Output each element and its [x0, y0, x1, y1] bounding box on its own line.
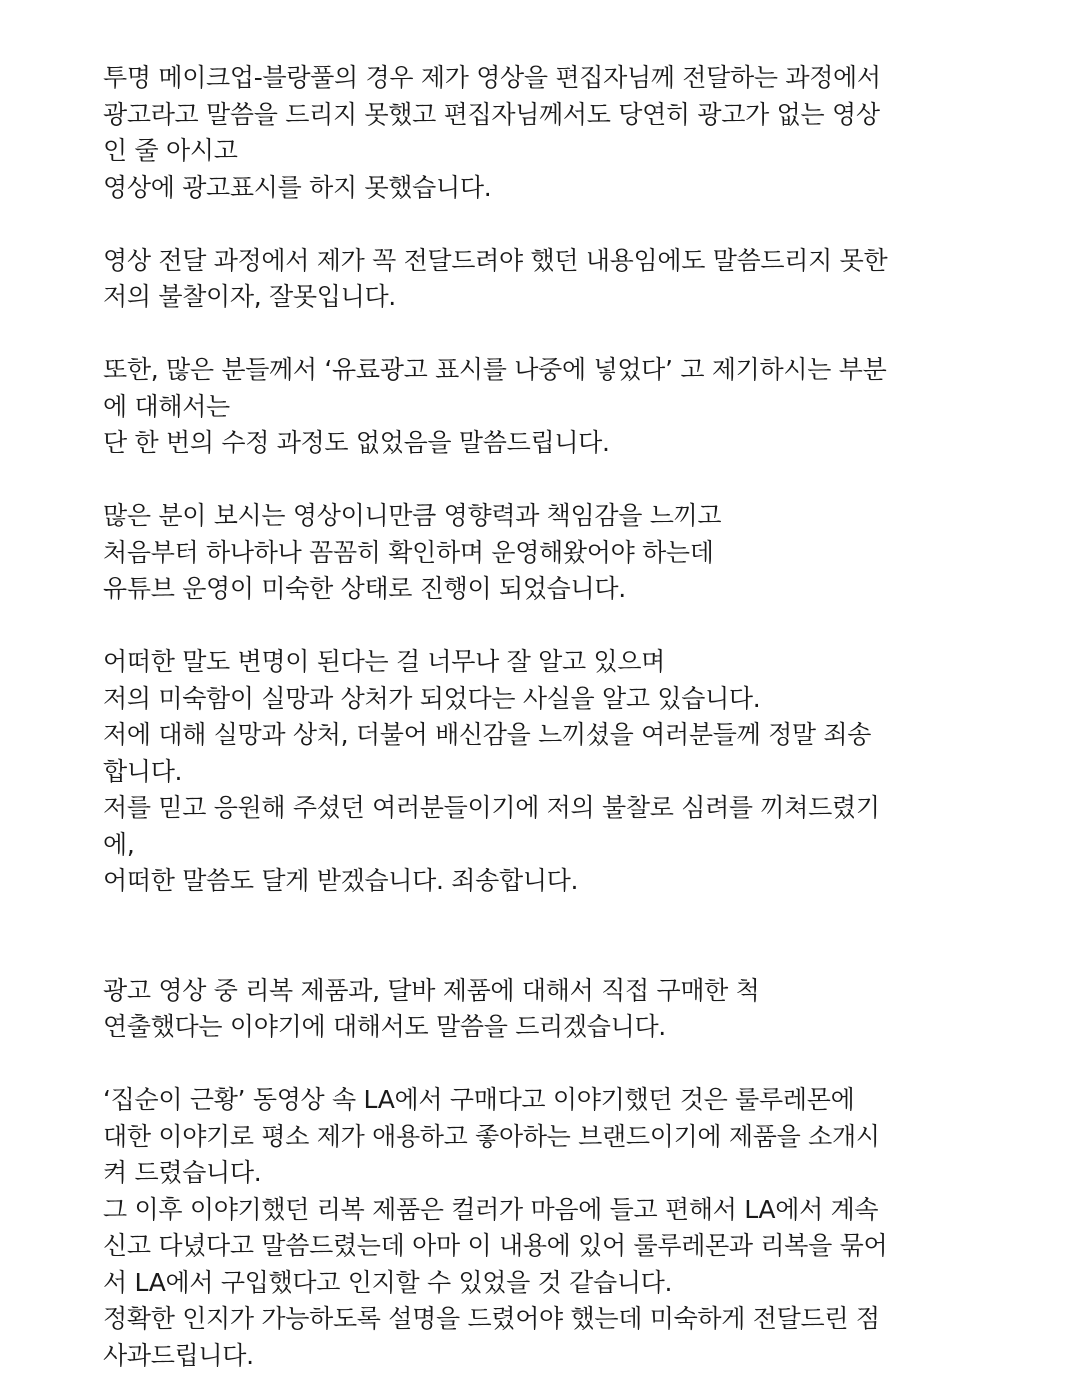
text-line: 에,	[103, 827, 1003, 864]
paragraph	[103, 352, 1003, 462]
text-line: 에 대해서는	[103, 389, 1003, 426]
text-line: 단 한 번의 수정 과정도 없었음을 말씀드립니다.	[103, 425, 1003, 462]
paragraph	[103, 1082, 1003, 1374]
text-line: 처음부터 하나하나 꼼꼼히 확인하며 운영해왔어야 하는데	[103, 535, 1003, 572]
paragraph-spacer	[103, 206, 1003, 243]
text-line: 정확한 인지가 가능하도록 설명을 드렸어야 했는데 미숙하게 전달드린 점	[103, 1301, 1003, 1338]
text-line: 어떠한 말도 변명이 된다는 걸 너무나 잘 알고 있으며	[103, 644, 1003, 681]
text-line: 연출했다는 이야기에 대해서도 말씀을 드리겠습니다.	[103, 1009, 1003, 1046]
text-line: 어떠한 말씀도 달게 받겠습니다. 죄송합니다.	[103, 863, 1003, 900]
text-line: 광고 영상 중 리복 제품과, 달바 제품에 대해서 직접 구매한 척	[103, 973, 1003, 1010]
text-line: 서 LA에서 구입했다고 인지할 수 있었을 것 같습니다.	[103, 1265, 1003, 1302]
paragraph-spacer	[103, 462, 1003, 499]
text-line: 또한, 많은 분들께서 ‘유료광고 표시를 나중에 넣었다’ 고 제기하시는 부분	[103, 352, 1003, 389]
text-line: 저의 미숙함이 실망과 상처가 되었다는 사실을 알고 있습니다.	[103, 681, 1003, 718]
paragraph-spacer	[103, 900, 1003, 973]
paragraph-spacer	[103, 316, 1003, 353]
paragraph	[103, 498, 1003, 608]
paragraph	[103, 60, 1003, 206]
text-line: 저에 대해 실망과 상처, 더불어 배신감을 느끼셨을 여러분들께 정말 죄송	[103, 717, 1003, 754]
paragraph-spacer	[103, 608, 1003, 645]
text-line: 유튜브 운영이 미숙한 상태로 진행이 되었습니다.	[103, 571, 1003, 608]
paragraph	[103, 243, 1003, 316]
text-line: 영상에 광고표시를 하지 못했습니다.	[103, 170, 1003, 207]
text-line: ‘집순이 근황’ 동영상 속 LA에서 구매다고 이야기했던 것은 룰루레몬에	[103, 1082, 1003, 1119]
text-line: 많은 분이 보시는 영상이니만큼 영향력과 책임감을 느끼고	[103, 498, 1003, 535]
text-line: 신고 다녔다고 말씀드렸는데 아마 이 내용에 있어 룰루레몬과 리복을 묶어	[103, 1228, 1003, 1265]
paragraph	[103, 644, 1003, 900]
text-line: 합니다.	[103, 754, 1003, 791]
text-line: 사과드립니다.	[103, 1338, 1003, 1374]
statement-document	[103, 60, 1003, 1374]
text-line: 대한 이야기로 평소 제가 애용하고 좋아하는 브랜드이기에 제품을 소개시	[103, 1119, 1003, 1156]
text-line: 저의 불찰이자, 잘못입니다.	[103, 279, 1003, 316]
text-line: 투명 메이크업-블랑풀의 경우 제가 영상을 편집자님께 전달하는 과정에서	[103, 60, 1003, 97]
text-line: 인 줄 아시고	[103, 133, 1003, 170]
text-line: 저를 믿고 응원해 주셨던 여러분들이기에 저의 불찰로 심려를 끼쳐드렸기	[103, 790, 1003, 827]
text-line: 영상 전달 과정에서 제가 꼭 전달드려야 했던 내용임에도 말씀드리지 못한	[103, 243, 1003, 280]
text-line: 켜 드렸습니다.	[103, 1155, 1003, 1192]
text-line: 광고라고 말씀을 드리지 못했고 편집자님께서도 당연히 광고가 없는 영상	[103, 97, 1003, 134]
paragraph-spacer	[103, 1046, 1003, 1083]
paragraph	[103, 973, 1003, 1046]
text-line: 그 이후 이야기했던 리복 제품은 컬러가 마음에 들고 편해서 LA에서 계속	[103, 1192, 1003, 1229]
